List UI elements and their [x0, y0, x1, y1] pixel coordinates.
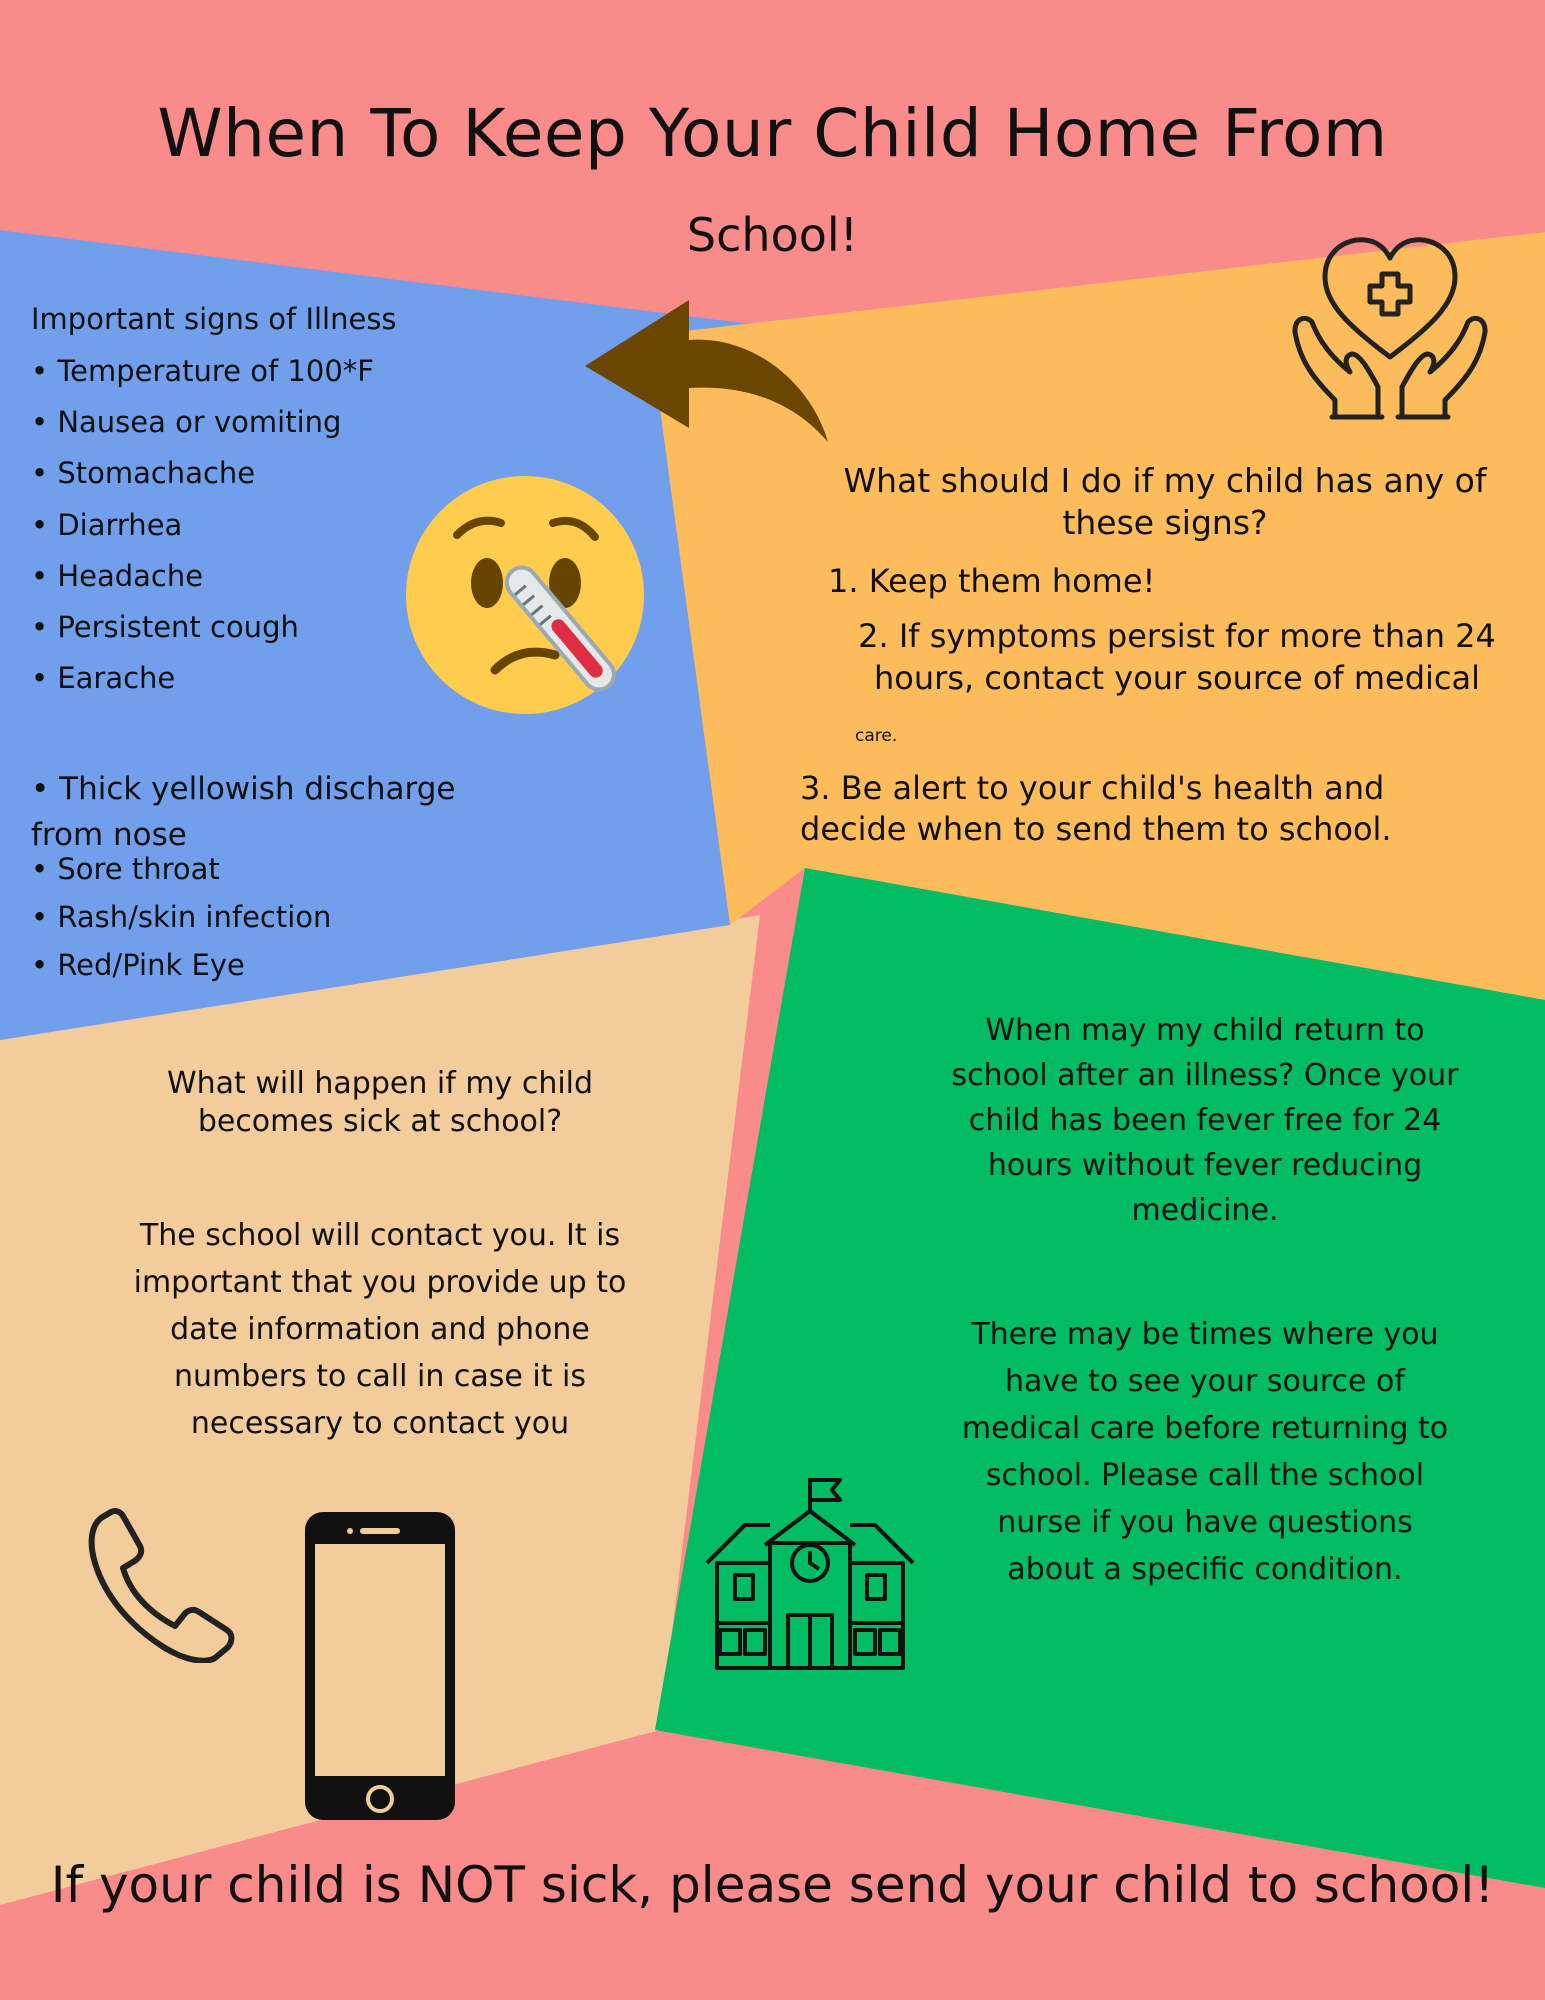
arrow-icon [585, 300, 830, 445]
what-to-do-heading: What should I do if my child has any of these signs? [843, 461, 1487, 542]
sign-item: • Persistent cough [31, 610, 299, 644]
school-building-icon [705, 1475, 915, 1675]
page-title: When To Keep Your Child Home From [157, 95, 1388, 172]
sign-item: • Diarrhea [31, 508, 183, 542]
footer-message: If your child is NOT sick, please send your child to school! [50, 1856, 1495, 1914]
phone-handset-icon [85, 1508, 235, 1663]
heart-hands-icon [1290, 232, 1490, 422]
sign-item: • Rash/skin infection [31, 900, 332, 934]
sick-at-school-heading: What will happen if my child becomes sick at school? [166, 1066, 594, 1139]
sign-item: • Red/Pink Eye [31, 948, 245, 982]
sign-item-discharge: • Thick yellowish discharge from nose [31, 771, 456, 853]
sign-item: • Temperature of 100*F [31, 354, 374, 388]
sign-item: • Sore throat [31, 852, 220, 886]
sign-item: • Earache [31, 661, 176, 695]
return-after-illness-text: When may my child return to school after an illness? Once your child has been fever free for 24 hours without fever reducing medicine. [951, 1013, 1459, 1228]
medical-care-note: There may be times where you have to see your source of medical care before returning to school. Please call the school nurse if you have questions about a specific condition. [961, 1317, 1449, 1587]
smartphone-icon [305, 1512, 455, 1820]
page-subtitle: School! [686, 208, 859, 262]
school-contact-text: The school will contact you. It is important that you provide up to date information and phone numbers to call in case it is necessary to contact you [133, 1218, 627, 1441]
step-2-continued: care. [855, 726, 898, 746]
sick-face-icon [405, 475, 650, 720]
step-3: 3. Be alert to your child's health and decide when to send them to school. [800, 769, 1392, 848]
sign-item: • Nausea or vomiting [31, 405, 342, 439]
sign-item: • Stomachache [31, 456, 256, 490]
signs-heading: Important signs of Illness [31, 302, 397, 336]
sign-item: • Headache [31, 559, 204, 593]
step-1: 1. Keep them home! [828, 562, 1156, 600]
step-2: 2. If symptoms persist for more than 24 hours, contact your source of medical [858, 617, 1496, 697]
